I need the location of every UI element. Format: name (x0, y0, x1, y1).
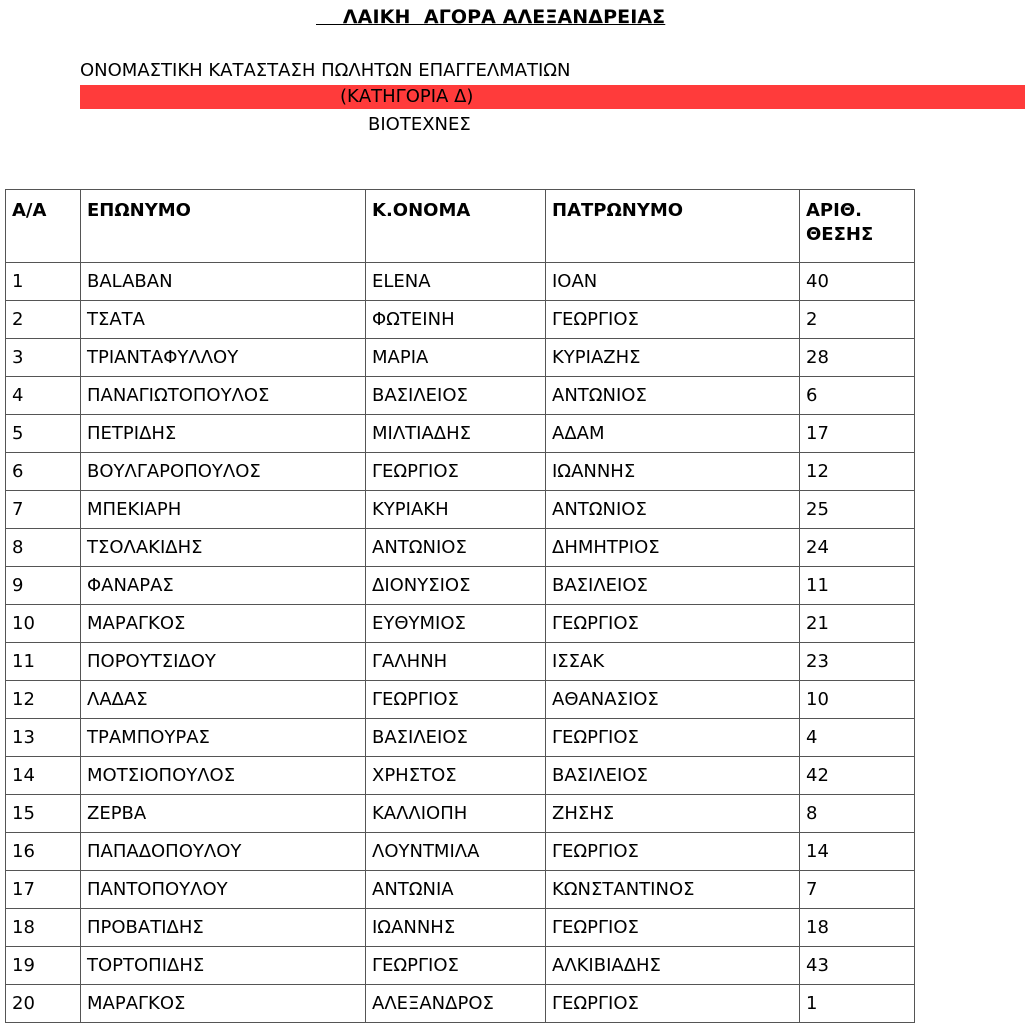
fathers-name-cell: ΙΩΑΝΝΗΣ (546, 453, 800, 491)
fathers-name-cell: ΓΕΩΡΓΙΟΣ (546, 985, 800, 1023)
table-row (6, 681, 915, 719)
fathers-name-cell: ΑΝΤΩΝΙΟΣ (546, 377, 800, 415)
table-row (6, 757, 915, 795)
fathers-name-cell: ΓΕΩΡΓΙΟΣ (546, 605, 800, 643)
first-name-cell: ΓΕΩΡΓΙΟΣ (366, 947, 546, 985)
position-number-cell: 4 (800, 719, 915, 757)
surname-cell: ΜΟΤΣΙΟΠΟΥΛΟΣ (81, 757, 366, 795)
first-name-cell: ΙΩΑΝΝΗΣ (366, 909, 546, 947)
surname-cell: ΤΡΑΜΠΟΥΡΑΣ (81, 719, 366, 757)
table-row (6, 453, 915, 491)
first-name-cell: ΒΑΣΙΛΕΙΟΣ (366, 719, 546, 757)
first-name-cell: ΑΝΤΩΝΙΟΣ (366, 529, 546, 567)
row-number-cell: 15 (6, 795, 81, 833)
fathers-name-cell: ΚΥΡΙΑΖΗΣ (546, 339, 800, 377)
category-description: ΒΙΟΤΕΧΝΕΣ (368, 114, 471, 135)
position-number-cell: 17 (800, 415, 915, 453)
column-header-fathers-name: ΠΑΤΡΩΝΥΜΟ (546, 190, 800, 263)
row-number-cell: 18 (6, 909, 81, 947)
table-row (6, 643, 915, 681)
fathers-name-cell: ΚΩΝΣΤΑΝΤΙΝΟΣ (546, 871, 800, 909)
row-number-cell: 1 (6, 263, 81, 301)
first-name-cell: ΛΟΥΝΤΜΙΛΑ (366, 833, 546, 871)
first-name-cell: ΒΑΣΙΛΕΙΟΣ (366, 377, 546, 415)
vendors-table (5, 189, 915, 1023)
first-name-cell: ΕΥΘΥΜΙΟΣ (366, 605, 546, 643)
row-number-cell: 16 (6, 833, 81, 871)
first-name-cell: ΚΑΛΛΙΟΠΗ (366, 795, 546, 833)
surname-cell: ΠΟΡΟΥΤΣΙΔΟΥ (81, 643, 366, 681)
surname-cell: ΤΣΑΤΑ (81, 301, 366, 339)
surname-cell: ΤΣΟΛΑΚΙΔΗΣ (81, 529, 366, 567)
position-number-cell: 43 (800, 947, 915, 985)
table-row (6, 909, 915, 947)
column-header-first-name: Κ.ΟΝΟΜΑ (366, 190, 546, 263)
position-number-cell: 11 (800, 567, 915, 605)
row-number-cell: 17 (6, 871, 81, 909)
surname-cell: ΠΑΝΑΓΙΩΤΟΠΟΥΛΟΣ (81, 377, 366, 415)
position-number-cell: 40 (800, 263, 915, 301)
position-number-cell: 2 (800, 301, 915, 339)
column-header-surname: ΕΠΩΝΥΜΟ (81, 190, 366, 263)
surname-cell: ΖΕΡΒΑ (81, 795, 366, 833)
surname-cell: ΒΟΥΛΓΑΡΟΠΟΥΛΟΣ (81, 453, 366, 491)
surname-cell: ΠΡΟΒΑΤΙΔΗΣ (81, 909, 366, 947)
first-name-cell: ΓΕΩΡΓΙΟΣ (366, 681, 546, 719)
table-row (6, 605, 915, 643)
fathers-name-cell: ΙΟΑΝ (546, 263, 800, 301)
position-number-cell: 23 (800, 643, 915, 681)
position-number-cell: 21 (800, 605, 915, 643)
table-row (6, 985, 915, 1023)
first-name-cell: ΓΕΩΡΓΙΟΣ (366, 453, 546, 491)
first-name-cell: ΦΩΤΕΙΝΗ (366, 301, 546, 339)
first-name-cell: ΚΥΡΙΑΚΗ (366, 491, 546, 529)
position-number-cell: 14 (800, 833, 915, 871)
table-row (6, 301, 915, 339)
fathers-name-cell: ΔΗΜΗΤΡΙΟΣ (546, 529, 800, 567)
fathers-name-cell: ΑΛΚΙΒΙΑΔΗΣ (546, 947, 800, 985)
row-number-cell: 7 (6, 491, 81, 529)
surname-cell: BALABAN (81, 263, 366, 301)
row-number-cell: 14 (6, 757, 81, 795)
fathers-name-cell: ΓΕΩΡΓΙΟΣ (546, 719, 800, 757)
table-row (6, 833, 915, 871)
position-number-cell: 12 (800, 453, 915, 491)
position-number-cell: 25 (800, 491, 915, 529)
table-row (6, 529, 915, 567)
first-name-cell: ΑΛΕΞΑΝΔΡΟΣ (366, 985, 546, 1023)
surname-cell: ΜΠΕΚΙΑΡΗ (81, 491, 366, 529)
row-number-cell: 10 (6, 605, 81, 643)
table-header-row (6, 190, 915, 263)
row-number-cell: 9 (6, 567, 81, 605)
first-name-cell: ΔΙΟΝΥΣΙΟΣ (366, 567, 546, 605)
column-header-aa: Α/Α (6, 190, 81, 263)
row-number-cell: 11 (6, 643, 81, 681)
position-number-cell: 24 (800, 529, 915, 567)
surname-cell: ΤΟΡΤΟΠΙΔΗΣ (81, 947, 366, 985)
first-name-cell: ΑΝΤΩΝΙΑ (366, 871, 546, 909)
row-number-cell: 2 (6, 301, 81, 339)
row-number-cell: 4 (6, 377, 81, 415)
first-name-cell: ΧΡΗΣΤΟΣ (366, 757, 546, 795)
table-row (6, 415, 915, 453)
fathers-name-cell: ΑΘΑΝΑΣΙΟΣ (546, 681, 800, 719)
row-number-cell: 20 (6, 985, 81, 1023)
surname-cell: ΦΑΝΑΡΑΣ (81, 567, 366, 605)
table-body (6, 263, 915, 1023)
row-number-cell: 19 (6, 947, 81, 985)
table-row (6, 377, 915, 415)
document-subtitle: ΟΝΟΜΑΣΤΙΚΗ ΚΑΤΑΣΤΑΣΗ ΠΩΛΗΤΩΝ ΕΠΑΓΓΕΛΜΑΤΙΩΝ (80, 60, 571, 81)
row-number-cell: 6 (6, 453, 81, 491)
position-number-cell: 28 (800, 339, 915, 377)
first-name-cell: ΓΑΛΗΝΗ (366, 643, 546, 681)
table-row (6, 567, 915, 605)
first-name-cell: ELENA (366, 263, 546, 301)
row-number-cell: 3 (6, 339, 81, 377)
fathers-name-cell: ΑΝΤΩΝΙΟΣ (546, 491, 800, 529)
fathers-name-cell: ΑΔΑΜ (546, 415, 800, 453)
position-number-cell: 1 (800, 985, 915, 1023)
table-row (6, 263, 915, 301)
category-label: (ΚΑΤΗΓΟΡΙΑ Δ) (340, 86, 474, 107)
table-row (6, 871, 915, 909)
row-number-cell: 13 (6, 719, 81, 757)
fathers-name-cell: ΖΗΣΗΣ (546, 795, 800, 833)
column-header-position-number: ΑΡΙΘ. ΘΕΣΗΣ (800, 190, 915, 263)
fathers-name-cell: ΓΕΩΡΓΙΟΣ (546, 909, 800, 947)
fathers-name-cell: ΙΣΣΑΚ (546, 643, 800, 681)
fathers-name-cell: ΓΕΩΡΓΙΟΣ (546, 301, 800, 339)
first-name-cell: ΜΑΡΙΑ (366, 339, 546, 377)
surname-cell: ΛΑΔΑΣ (81, 681, 366, 719)
row-number-cell: 8 (6, 529, 81, 567)
fathers-name-cell: ΓΕΩΡΓΙΟΣ (546, 833, 800, 871)
position-number-cell: 7 (800, 871, 915, 909)
surname-cell: ΠΑΠΑΔΟΠΟΥΛΟΥ (81, 833, 366, 871)
fathers-name-cell: ΒΑΣΙΛΕΙΟΣ (546, 567, 800, 605)
table-row (6, 947, 915, 985)
position-number-cell: 10 (800, 681, 915, 719)
table-row (6, 339, 915, 377)
surname-cell: ΜΑΡΑΓΚΟΣ (81, 985, 366, 1023)
surname-cell: ΠΕΤΡΙΔΗΣ (81, 415, 366, 453)
category-highlight-bar (80, 85, 1025, 109)
surname-cell: ΠΑΝΤΟΠΟΥΛΟΥ (81, 871, 366, 909)
row-number-cell: 12 (6, 681, 81, 719)
table-row (6, 491, 915, 529)
document-title: ΛΑΙΚΗ ΑΓΟΡΑ ΑΛΕΞΑΝΔΡΕΙΑΣ (316, 6, 666, 28)
position-number-cell: 6 (800, 377, 915, 415)
fathers-name-cell: ΒΑΣΙΛΕΙΟΣ (546, 757, 800, 795)
surname-cell: ΤΡΙΑΝΤΑΦΥΛΛΟΥ (81, 339, 366, 377)
position-number-cell: 8 (800, 795, 915, 833)
first-name-cell: ΜΙΛΤΙΑΔΗΣ (366, 415, 546, 453)
position-number-cell: 18 (800, 909, 915, 947)
surname-cell: ΜΑΡΑΓΚΟΣ (81, 605, 366, 643)
table-row (6, 795, 915, 833)
table-row (6, 719, 915, 757)
row-number-cell: 5 (6, 415, 81, 453)
position-number-cell: 42 (800, 757, 915, 795)
